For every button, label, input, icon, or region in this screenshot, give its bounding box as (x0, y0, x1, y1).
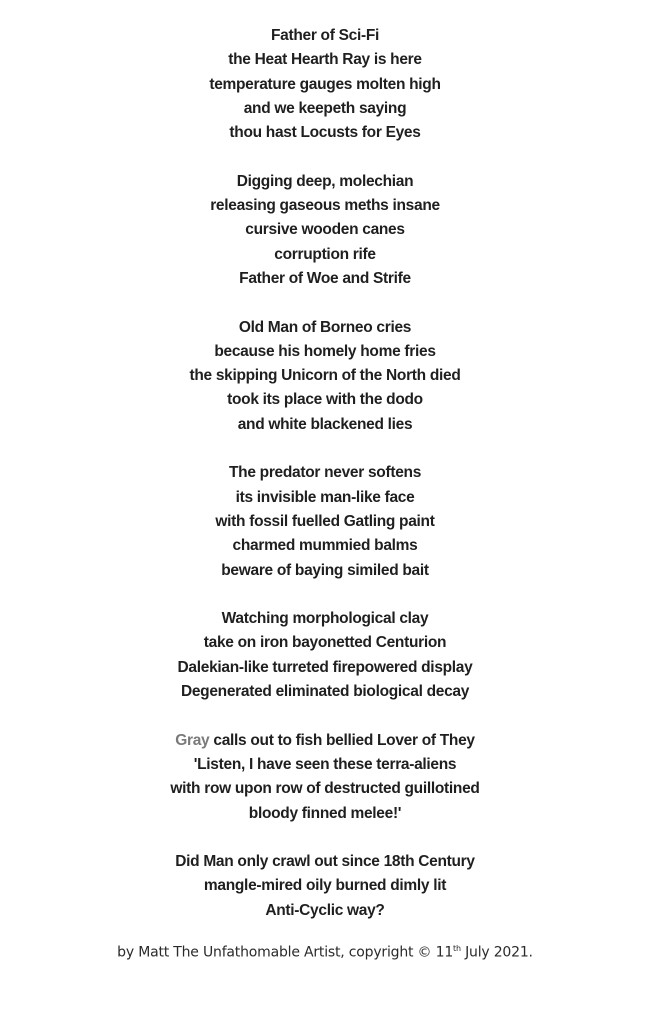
poem-line: Digging deep, molechian (236, 172, 414, 190)
poem-line-gray (0, 729, 650, 753)
poem-line-text: calls out to fish bellied Lover of They (213, 731, 475, 749)
poem-line: Old Man of Borneo cries (238, 318, 412, 336)
poem-line: beware of baying similed bait (221, 561, 429, 579)
poem-line: its invisible man-like face (235, 488, 415, 506)
poem-line: take on iron bayonetted Centurion (203, 634, 447, 652)
gray-word: Gray (175, 731, 210, 749)
poem-line: corruption rife (274, 245, 376, 263)
poem-line: Anti-Cyclic way? (265, 901, 385, 919)
poem-line: and we keepeth saying (243, 99, 407, 117)
poem-line: Degenerated eliminated biological decay (180, 683, 470, 701)
stanza-5 (0, 607, 650, 704)
poem-line: 'Listen, I have seen these terra-aliens (193, 755, 457, 773)
poem-body (0, 24, 650, 923)
poem-line: with fossil fuelled Gatling paint (215, 512, 435, 530)
poem-line: charmed mummied balms (232, 537, 418, 555)
poem-line: Father of Sci-Fi (270, 27, 379, 44)
poem-line: Father of Woe and Strife (239, 269, 411, 287)
stanza-7 (0, 850, 650, 923)
poem-line: the skipping Unicorn of the North died (189, 367, 461, 385)
poem-line: mangle-mired oily burned dimly lit (203, 877, 447, 895)
poem-line: Did Man only crawl out since 18th Century (175, 853, 475, 871)
poem-line: The predator never softens (228, 464, 422, 482)
copyright-footer (0, 944, 650, 961)
poem-line: bloody finned melee!' (248, 804, 402, 822)
poem-line: Watching morphological clay (221, 610, 429, 628)
stanza-4 (0, 461, 650, 582)
poem-line: cursive wooden canes (245, 221, 405, 239)
poem-line: Dalekian-like turreted firepowered display (177, 658, 473, 676)
footer-superscript: th (453, 944, 461, 953)
stanza-6 (0, 729, 650, 826)
poem-line: releasing gaseous meths insane (210, 197, 440, 215)
footer-suffix: July 2021. (460, 944, 533, 961)
stanza-2 (0, 170, 650, 291)
poem-line: took its place with the dodo (227, 391, 423, 409)
footer-prefix: by Matt The Unfathomable Artist, copyright © 11 (117, 944, 454, 961)
poem-line: temperature gauges molten high (209, 75, 441, 93)
poem-line: because his homely home fries (214, 342, 436, 360)
poem-line: with row upon row of destructed guillotined (170, 780, 480, 798)
poem-line: and white blackened lies (237, 415, 413, 433)
stanza-1 (0, 24, 650, 145)
poem-line: the Heat Hearth Ray is here (228, 51, 422, 69)
stanza-3 (0, 316, 650, 437)
poem-line: thou hast Locusts for Eyes (229, 124, 421, 142)
